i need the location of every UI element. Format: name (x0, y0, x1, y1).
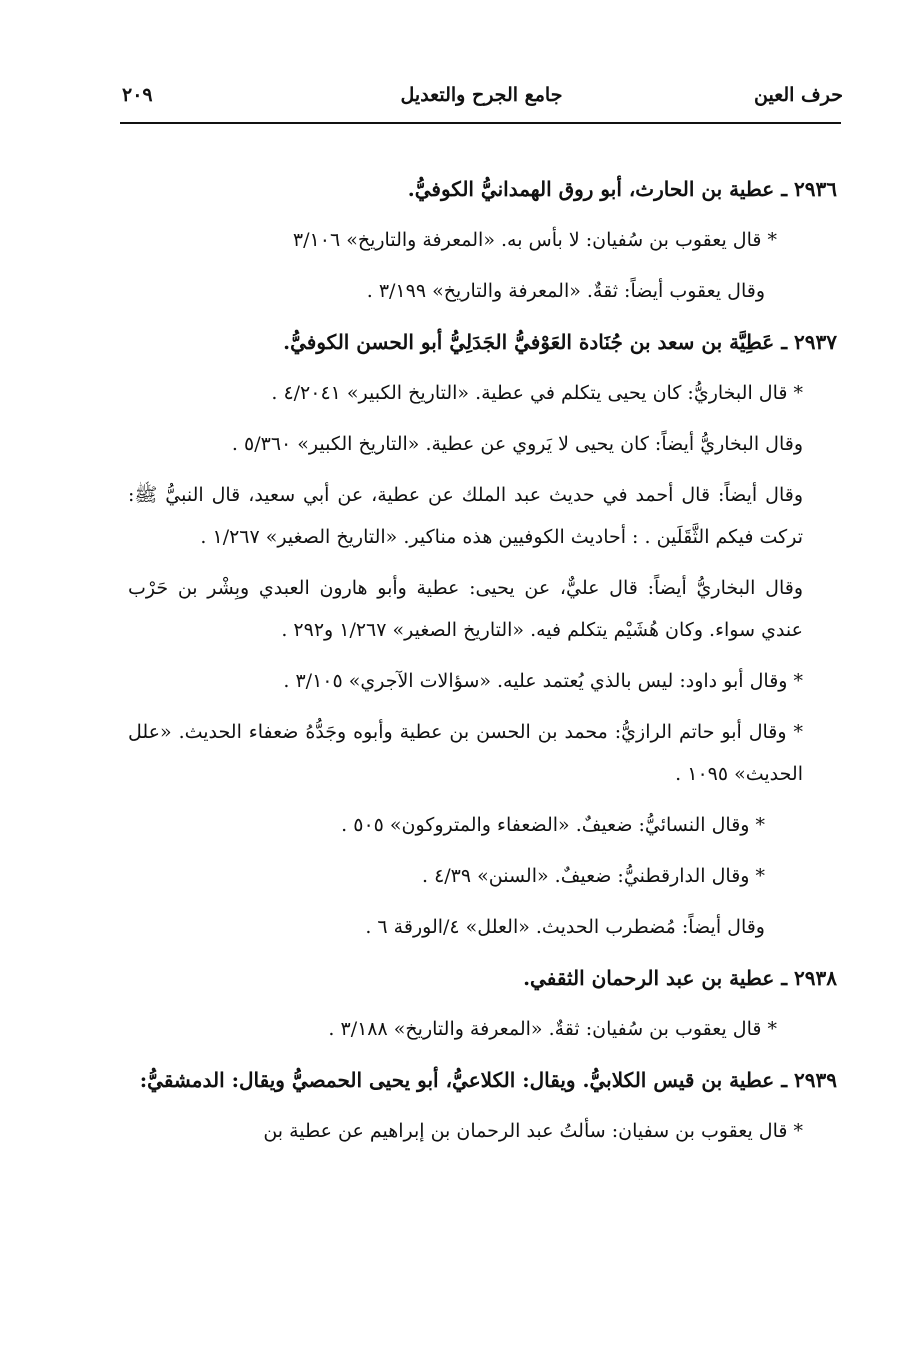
paragraph: * وقال أبو حاتم الرازيُّ: محمد بن الحسن بن عطية وأبوه وجَدُّهُ ضعفاء الحديث. «علل الحديث» ١٠٩٥ . (128, 721, 803, 785)
paragraph: * وقال أبو داود: ليس بالذي يُعتمد عليه. «سؤالات الآجري» ٣/١٠٥ . (283, 670, 803, 692)
paragraph: وقال أيضاً: مُضطرب الحديث. «العلل» ٤/الورقة ٦ . (365, 916, 765, 938)
running-header (120, 80, 843, 118)
paragraph: * وقال النسائيُّ: ضعيفٌ. «الضعفاء والمتروكون» ٥٠٥ . (341, 814, 765, 836)
paragraph: وقال يعقوب أيضاً: ثقةٌ. «المعرفة والتاريخ» ٣/١٩٩ . (366, 280, 765, 302)
paragraph: * قال يعقوب بن سُفيان: ثقةٌ. «المعرفة والتاريخ» ٣/١٨٨ . (328, 1018, 777, 1040)
paragraph: وقال البخاريُّ أيضاً: قال عليٌّ، عن يحيى: عطية وأبو هارون العبدي وبِشْر بن حَرْب عندي سواء. وكان هُشَيْم يتكلم فيه. «التاريخ الصغير» ١/٢٦٧ و٢٩٢ . (128, 577, 803, 641)
paragraph: وقال البخاريُّ أيضاً: كان يحيى لا يَروي عن عطية. «التاريخ الكبير» ٥/٣٦٠ . (231, 433, 803, 455)
book-title: جامع الجرح والتعديل (400, 84, 563, 106)
page-body (128, 168, 837, 1161)
paragraph: وقال أيضاً: قال أحمد في حديث عبد الملك عن عطية، عن أبي سعيد، قال النبيُّ ﷺ: تركت فيكم الثَّقَلَين . : أحاديث الكوفيين هذه مناكير. «التاريخ الصغير» ١/٢٦٧ . (128, 484, 803, 548)
entry-heading-2939: ٢٩٣٩ ـ عطية بن قيس الكلابيُّ. ويقال: الكلاعيُّ، أبو يحيى الحمصيُّ ويقال: الدمشقيُّ: (139, 1068, 837, 1092)
paragraph: * وقال الدارقطنيُّ: ضعيفٌ. «السنن» ٤/٣٩ . (421, 865, 765, 887)
entry-heading-2937: ٢٩٣٧ ـ عَطِيَّة بن سعد بن جُنَادة العَوْفيُّ الجَدَلِيُّ أبو الحسن الكوفيُّ. (283, 330, 837, 354)
chapter-title: حرف العين (754, 84, 843, 106)
header-divider (120, 122, 841, 124)
paragraph: * قال يعقوب بن سُفيان: لا بأس به. «المعرفة والتاريخ» ٣/١٠٦ (292, 229, 777, 251)
paragraph: * قال البخاريُّ: كان يحيى يتكلم في عطية. «التاريخ الكبير» ٤/٢٠٤١ . (271, 382, 803, 404)
entry-heading-2936: ٢٩٣٦ ـ عطية بن الحارث، أبو روق الهمدانيُّ الكوفيُّ. (407, 177, 837, 201)
page-number: ٢٠٩ (122, 84, 153, 106)
paragraph: * قال يعقوب بن سفيان: سألتُ عبد الرحمان بن إبراهيم عن عطية بن (263, 1120, 803, 1142)
entry-heading-2938: ٢٩٣٨ ـ عطية بن عبد الرحمان الثقفي. (523, 966, 837, 990)
